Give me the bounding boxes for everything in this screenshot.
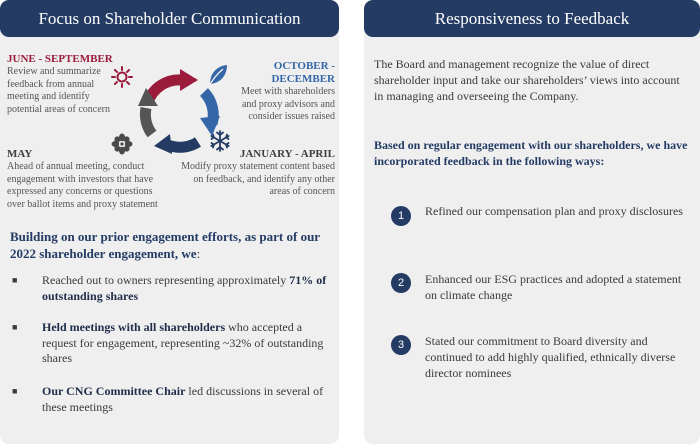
panel-header-communication: Focus on Shareholder Communication: [0, 0, 339, 37]
quadrant-june-september: [7, 53, 125, 116]
bullet-bold-text: Held meetings with all shareholders: [42, 320, 226, 334]
number-badge: 1: [391, 206, 411, 226]
lead-bold: Building on our prior engagement efforts, as part of our 2022 shareholder engagement, we: [10, 229, 320, 261]
lead-tail: :: [196, 246, 201, 261]
number-badge: 2: [391, 273, 411, 293]
feedback-item: Enhanced our ESG practices and adopted a statement on climate change: [425, 272, 682, 302]
feedback-item: Refined our compensation plan and proxy disclosures: [425, 204, 683, 218]
quadrant-title: OCTOBER - DECEMBER: [271, 60, 335, 85]
bullet-text: led discussions in several of these meetings: [42, 384, 324, 414]
panel-header-responsiveness: Responsiveness to Feedback: [364, 0, 700, 37]
cycle-arrows-icon: [132, 66, 226, 160]
bullet-text: who accepted a request for engagement, representing ~32% of outstanding shares: [42, 320, 324, 365]
bullet-square-icon: ■: [12, 275, 18, 285]
feedback-item: Stated our commitment to Board diversity and continued to add highly qualified, ethnically diverse director nominees: [425, 334, 676, 380]
list-item: [12, 384, 332, 415]
quadrant-title: MAY: [7, 148, 33, 160]
flower-icon: [111, 133, 133, 155]
bullet-square-icon: ■: [12, 322, 18, 332]
quadrant-body: Meet with shareholders and proxy advisors and consider issues raised: [241, 86, 335, 122]
quadrant-body: Review and summarize feedback from annual meeting and identify potential areas of concern: [7, 66, 111, 115]
bullet-bold-text: 71% of outstanding shares: [42, 273, 327, 303]
list-item: [12, 273, 332, 304]
quadrant-body: Modify proxy statement content based on feedback, and identify any other areas of concern: [181, 161, 335, 197]
list-item: [12, 320, 332, 367]
quadrant-title: JANUARY - APRIL: [239, 148, 335, 160]
quadrant-body: Ahead of annual meeting, conduct engagement with investors that have expressed any concerns or questions over ballot items and proxy statement: [7, 161, 158, 210]
engagement-lead-text: [10, 228, 335, 262]
feedback-lead-text: Based on regular engagement with our shareholders, we have incorporated feedback in the following ways:: [374, 138, 688, 168]
board-intro-text: The Board and management recognize the value of direct shareholder input and take our shareholders’ views into account in managing and overseeing the Company.: [374, 57, 680, 103]
number-badge: 3: [391, 335, 411, 355]
sun-icon: [111, 66, 133, 88]
bullet-text: Reached out to owners representing approximately: [42, 273, 290, 287]
bullet-square-icon: ■: [12, 386, 18, 396]
bullet-bold-text: Our CNG Committee Chair: [42, 384, 186, 398]
quadrant-october-december: [232, 60, 335, 124]
quadrant-title: JUNE - SEPTEMBER: [7, 53, 113, 65]
